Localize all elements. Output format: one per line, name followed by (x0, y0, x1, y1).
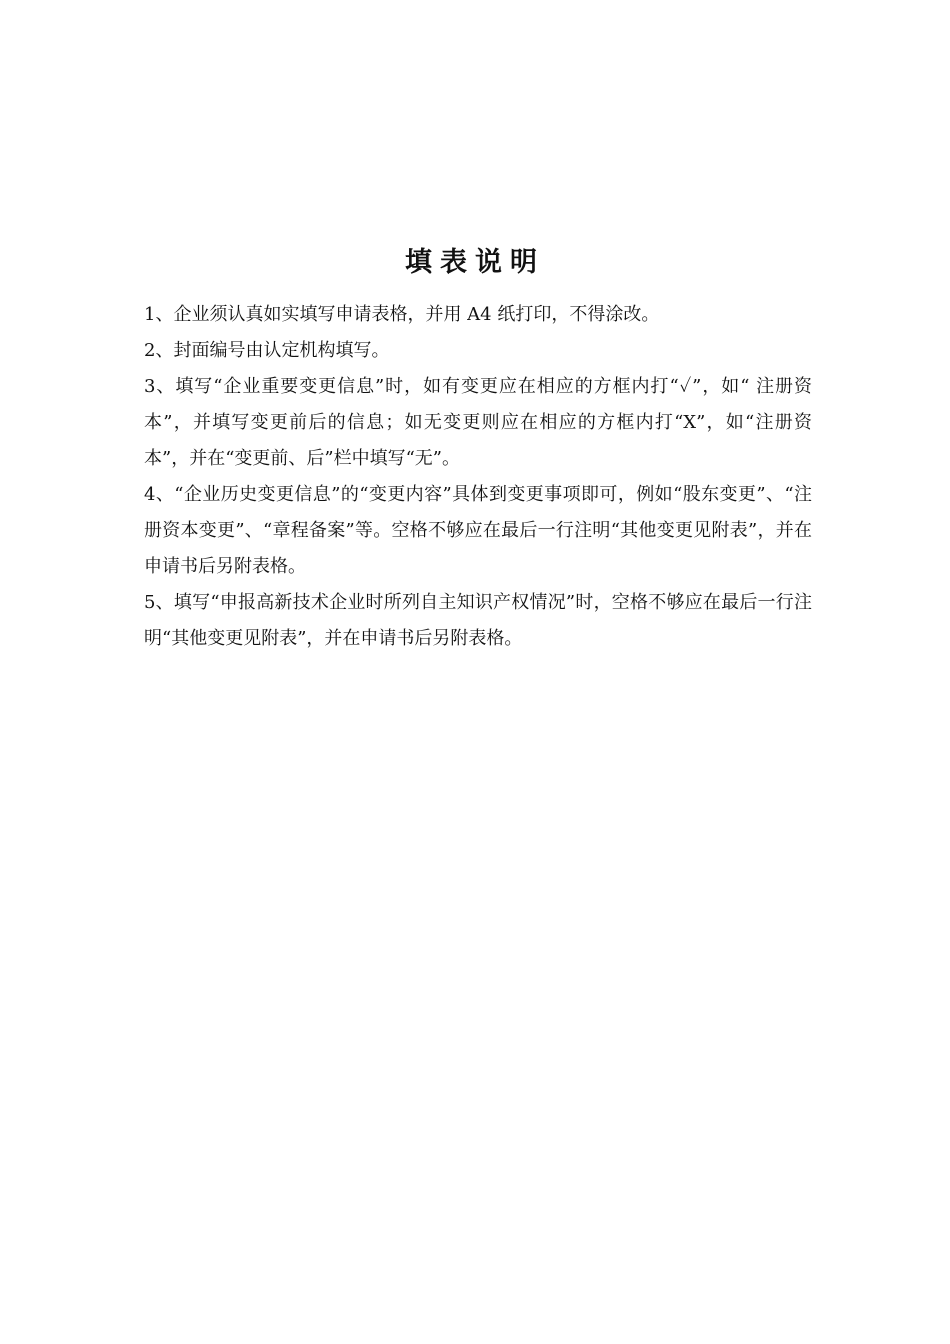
instruction-item-2: 2、封面编号由认定机构填写。 (144, 340, 390, 361)
instruction-item-4: 4、“企业历史变更信息”的“变更内容”具体到变更事项即可，例如“股东变更”、“注册资本变更”、“章程备案”等。空格不够应在最后一行注明“其他变更见附表”，并在申请书后另附表格。 (144, 484, 812, 577)
page-title: 填表说明 (405, 247, 545, 278)
instruction-item-1: 1、企业须认真如实填写申请表格，并用 A4 纸打印，不得涂改。 (144, 304, 660, 325)
instruction-item-5: 5、填写“申报高新技术企业时所列自主知识产权情况”时，空格不够应在最后一行注明“其他变更见附表”，并在申请书后另附表格。 (144, 592, 812, 649)
instruction-list (144, 297, 812, 657)
instruction-item-3: 3、填写“企业重要变更信息”时，如有变更应在相应的方框内打“✓”，如“ 注册资本”，并填写变更前后的信息；如无变更则应在相应的方框内打“X”，如“注册资本”，并在“变更前、后”栏中填写“无”。 (144, 376, 812, 469)
